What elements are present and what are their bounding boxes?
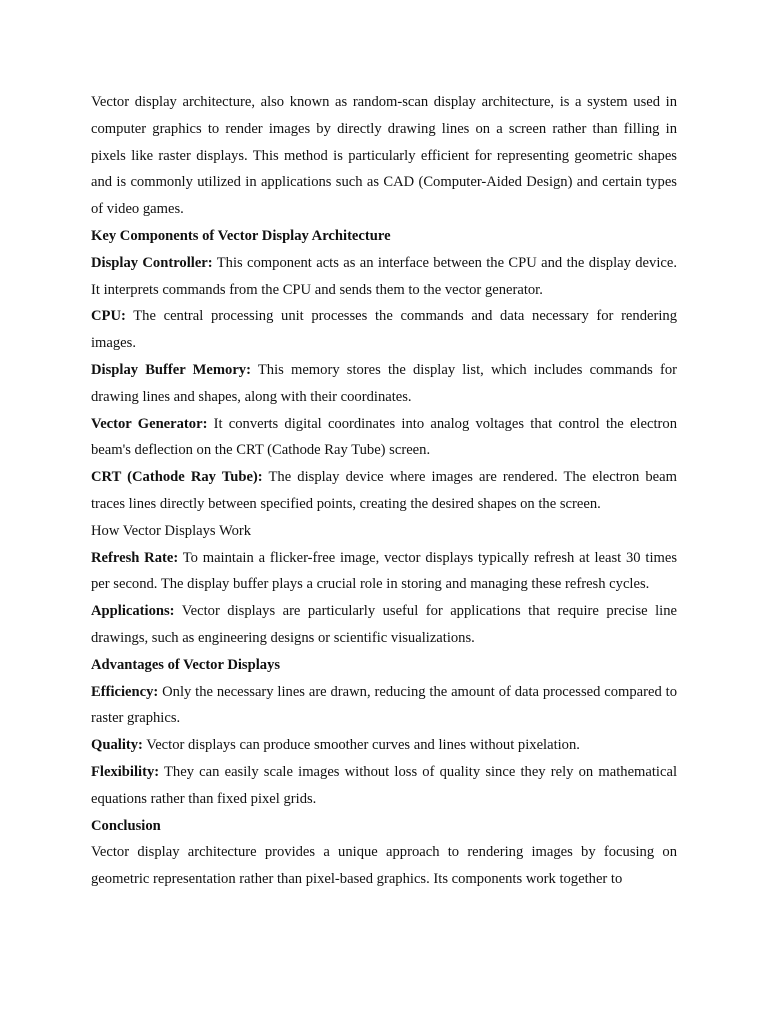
section-heading-key-components: Key Components of Vector Display Architecture — [91, 227, 391, 244]
term-label: Flexibility: — [91, 763, 160, 780]
component-display-controller — [91, 250, 677, 304]
term-description: Vector displays can produce smoother curves and lines without pixelation. — [142, 737, 580, 754]
term-description: The display device where images are rendered. The electron beam traces lines directly between specified points, creating the desired shapes on the screen. — [91, 469, 677, 512]
term-description: The central processing unit processes the commands and data necessary for rendering images. — [91, 308, 677, 352]
intro-paragraph: Vector display architecture, also known as random-scan display architecture, is a system used in computer graphics to render images by directly drawing lines on a screen rather than filling in pixels like raster displays. This method is particularly efficient for representing geometric shapes and is commonly utilized in applications such as CAD (Computer-Aided Design) and certain types of video games. — [91, 94, 677, 218]
component-vector-generator — [91, 411, 677, 465]
term-description: This memory stores the display list, which includes commands for drawing lines and shapes, along with their coordinates. — [91, 361, 677, 405]
term-description: To maintain a flicker-free image, vector displays typically refresh at least 30 times per second. The display buffer plays a crucial role in storing and managing these refresh cycles. — [91, 549, 678, 593]
section-heading-advantages: Advantages of Vector Displays — [91, 656, 281, 673]
item-refresh-rate — [91, 545, 677, 599]
component-cpu — [91, 303, 677, 357]
advantage-efficiency — [91, 679, 677, 733]
term-label: CPU: — [91, 308, 126, 325]
term-label: Refresh Rate: — [91, 549, 179, 566]
term-label: Display Buffer Memory: — [91, 361, 251, 378]
component-display-buffer-memory — [91, 357, 677, 411]
item-applications — [91, 598, 677, 652]
section-heading-conclusion: Conclusion — [91, 817, 161, 834]
term-label: Efficiency: — [91, 683, 159, 700]
term-label: Vector Generator: — [91, 415, 208, 432]
term-description: Only the necessary lines are drawn, reducing the amount of data processed compared to raster graphics. — [91, 683, 677, 727]
term-description: Vector displays are particularly useful for applications that require precise line drawings, such as engineering designs or scientific visualizations. — [91, 603, 677, 646]
advantage-flexibility — [91, 759, 677, 813]
term-label: Quality: — [91, 737, 143, 754]
document-body — [91, 89, 677, 893]
term-description: It converts digital coordinates into analog voltages that control the electron beam's deflection on the CRT (Cathode Ray Tube) screen. — [91, 415, 677, 459]
section-heading-how-it-works: How Vector Displays Work — [91, 522, 252, 539]
term-description: They can easily scale images without loss of quality since they rely on mathematical equations rather than fixed pixel grids. — [91, 763, 677, 807]
term-description: This component acts as an interface between the CPU and the display device. It interprets commands from the CPU and sends them to the vector generator. — [91, 254, 677, 298]
term-label: Applications: — [91, 603, 175, 620]
conclusion-paragraph: Vector display architecture provides a unique approach to rendering images by focusing on geometric representation rather than pixel-based graphics. Its components work together to — [91, 844, 677, 888]
advantage-quality — [91, 732, 677, 759]
component-crt — [91, 464, 677, 518]
term-label: Display Controller: — [91, 254, 213, 271]
term-label: CRT (Cathode Ray Tube): — [91, 469, 263, 486]
